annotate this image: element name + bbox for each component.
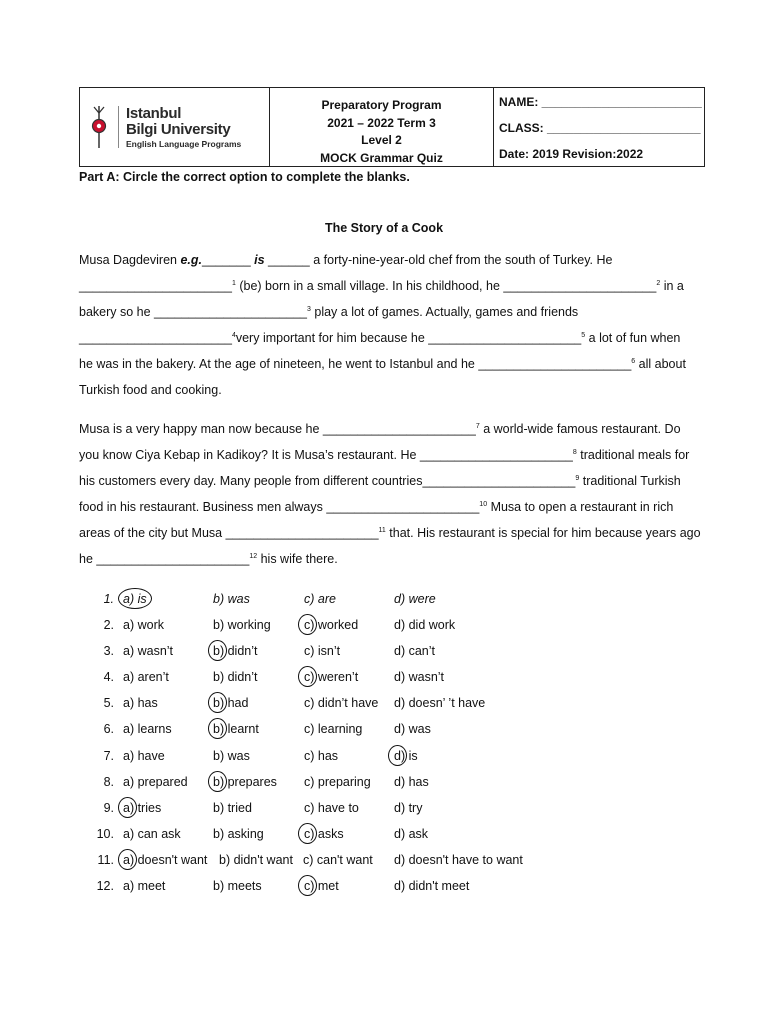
university-logo-icon — [88, 104, 110, 150]
option-b[interactable]: b) didn't want — [219, 852, 293, 867]
option-d[interactable]: d) wasn’t — [394, 670, 445, 685]
text-line: ______________________$^4$very important for him because he ______________________$^5$ a lot of fun when — [79, 331, 681, 346]
date-label: Date: 2019 Revision:2022 — [499, 147, 644, 161]
option-b[interactable]: b) meets — [213, 879, 262, 894]
option-b[interactable]: b) was — [213, 748, 250, 763]
text-line: you know Ciya Kebap in Kadikoy? It is Musa’s restaurant. He ______________________$^8$ traditional meals for — [79, 448, 690, 463]
option-d[interactable]: d) can’t — [394, 644, 435, 659]
question-number: 1. — [103, 592, 114, 606]
story-title: The Story of a Cook — [324, 221, 444, 235]
option-d[interactable]: d) has — [394, 774, 429, 789]
option-c[interactable]: c) has — [304, 748, 339, 763]
option-a[interactable]: a) work — [123, 618, 164, 633]
logo-cell — [80, 88, 270, 166]
answer-circle — [118, 849, 137, 870]
option-c[interactable]: c) asks — [304, 826, 344, 841]
text-line: he ______________________$^{12}$ his wife there. — [79, 552, 338, 567]
option-b[interactable]: b) prepares — [213, 774, 277, 789]
option-b[interactable]: b) working — [213, 618, 271, 633]
option-a[interactable]: a) meet — [123, 879, 166, 894]
question-number: 5. — [103, 696, 114, 711]
option-d[interactable]: d) ask — [394, 826, 429, 841]
option-b[interactable]: b) asking — [213, 826, 264, 841]
option-c[interactable]: c) preparing — [304, 774, 371, 789]
option-b[interactable]: b) didn’t — [213, 670, 258, 685]
question-number: 4. — [103, 670, 114, 685]
question-number: 3. — [103, 644, 114, 659]
example-answer: is — [254, 253, 265, 267]
text-line: areas of the city but Musa ______________________$^{11}$ that. His restaurant is special for him because years ago — [79, 526, 701, 541]
text-line: Musa is a very happy man now because he ______________________$^7$ a world-wide famous restaurant. Do — [79, 422, 681, 436]
text-line: his customers every day. Many people from different countries______________________$^9$ traditional Turkish — [79, 474, 681, 489]
option-c[interactable]: c) worked — [304, 618, 359, 633]
part-a-instruction: Part A: Circle the correct option to complete the blanks. — [79, 170, 410, 184]
answer-circle — [118, 588, 152, 609]
text-line: ______________________$^1$ (be) born in a small village. In his childhood, he ______________________$^2$ in a — [79, 279, 684, 294]
option-d[interactable]: d) was — [394, 722, 431, 737]
program-name: Preparatory Program — [321, 98, 442, 112]
university-wordmark — [118, 106, 241, 149]
answer-circle — [208, 771, 227, 792]
option-d[interactable]: d) were — [394, 592, 436, 606]
option-d[interactable]: d) didn't meet — [394, 879, 470, 894]
option-a[interactable]: a) doesn't want — [123, 852, 208, 867]
header-table — [79, 87, 705, 167]
example-label: e.g. — [180, 253, 202, 267]
question-number: 7. — [103, 748, 114, 763]
option-c[interactable]: c) learning — [304, 722, 363, 737]
story-paragraph-2 — [79, 419, 709, 576]
option-d[interactable]: d) doesn’ ’t have — [394, 696, 486, 711]
option-d[interactable]: d) did work — [394, 618, 456, 633]
option-b[interactable]: b) tried — [213, 800, 252, 815]
option-c[interactable]: c) have to — [304, 800, 359, 815]
option-a[interactable]: a) learns — [123, 722, 172, 737]
option-b[interactable]: b) didn’t — [213, 644, 258, 659]
story-paragraph-1 — [79, 250, 709, 407]
text-line: bakery so he ______________________$^3$ play a lot of games. Actually, games and friends — [79, 305, 579, 320]
program-term: 2021 – 2022 Term 3 — [327, 115, 436, 130]
quiz-title: MOCK Grammar Quiz — [320, 150, 443, 165]
answer-circle — [388, 745, 407, 766]
program-level: Level 2 — [361, 133, 402, 147]
program-cell — [270, 88, 494, 166]
option-a[interactable]: a) prepared — [123, 774, 188, 789]
option-a[interactable]: a) has — [123, 696, 158, 711]
option-a[interactable]: a) is — [123, 592, 147, 606]
student-info-cell — [494, 88, 704, 166]
option-a[interactable]: a) wasn’t — [123, 644, 174, 659]
option-c[interactable]: c) didn’t have — [304, 696, 379, 711]
option-a[interactable]: a) tries — [123, 800, 162, 815]
text-line: Turkish food and cooking. — [79, 383, 222, 398]
class-field[interactable]: CLASS: _______________________ — [499, 121, 701, 135]
question-number: 9. — [103, 800, 114, 815]
question-number: 2. — [103, 618, 114, 633]
logo-line-1: Istanbul — [126, 104, 182, 122]
answer-circle — [298, 614, 317, 635]
question-number: 12. — [96, 879, 114, 894]
option-d[interactable]: d) is — [394, 748, 418, 763]
option-c[interactable]: c) isn’t — [304, 644, 341, 659]
option-b[interactable]: b) had — [213, 696, 249, 711]
question-number: 8. — [103, 774, 114, 789]
question-number: 10. — [96, 826, 114, 841]
option-d[interactable]: d) doesn't have to want — [394, 852, 523, 867]
option-d[interactable]: d) try — [394, 800, 423, 815]
question-number: 6. — [103, 722, 114, 737]
question-number: 11. — [97, 852, 114, 867]
answer-circle — [298, 875, 317, 896]
logo-line-3: English Language Programs — [126, 138, 242, 149]
option-c[interactable]: c) weren’t — [304, 670, 359, 685]
option-a[interactable]: a) can ask — [123, 826, 181, 841]
answer-circle — [298, 823, 317, 844]
option-b[interactable]: b) was — [213, 592, 250, 606]
option-c[interactable]: c) can't want — [303, 852, 373, 867]
option-c[interactable]: c) are — [304, 592, 336, 606]
text-line: food in his restaurant. Business men always ______________________$^{10}$ Musa to open a restaurant in rich — [79, 500, 674, 515]
answer-circle — [118, 797, 137, 818]
text-line: Musa Dagdeviren e.g._______ is ______ a forty-nine-year-old chef from the south of Turkey. He — [79, 253, 613, 267]
logo-line-2: Bilgi University — [126, 120, 231, 138]
name-field[interactable]: NAME: ________________________ — [499, 95, 702, 109]
text-line: he was in the bakery. At the age of nineteen, he went to Istanbul and he ______________________$^6$ all about — [79, 357, 686, 372]
option-a[interactable]: a) have — [123, 748, 165, 763]
option-a[interactable]: a) aren’t — [123, 670, 169, 685]
option-b[interactable]: b) learnt — [213, 722, 259, 737]
option-c[interactable]: c) met — [304, 879, 339, 894]
